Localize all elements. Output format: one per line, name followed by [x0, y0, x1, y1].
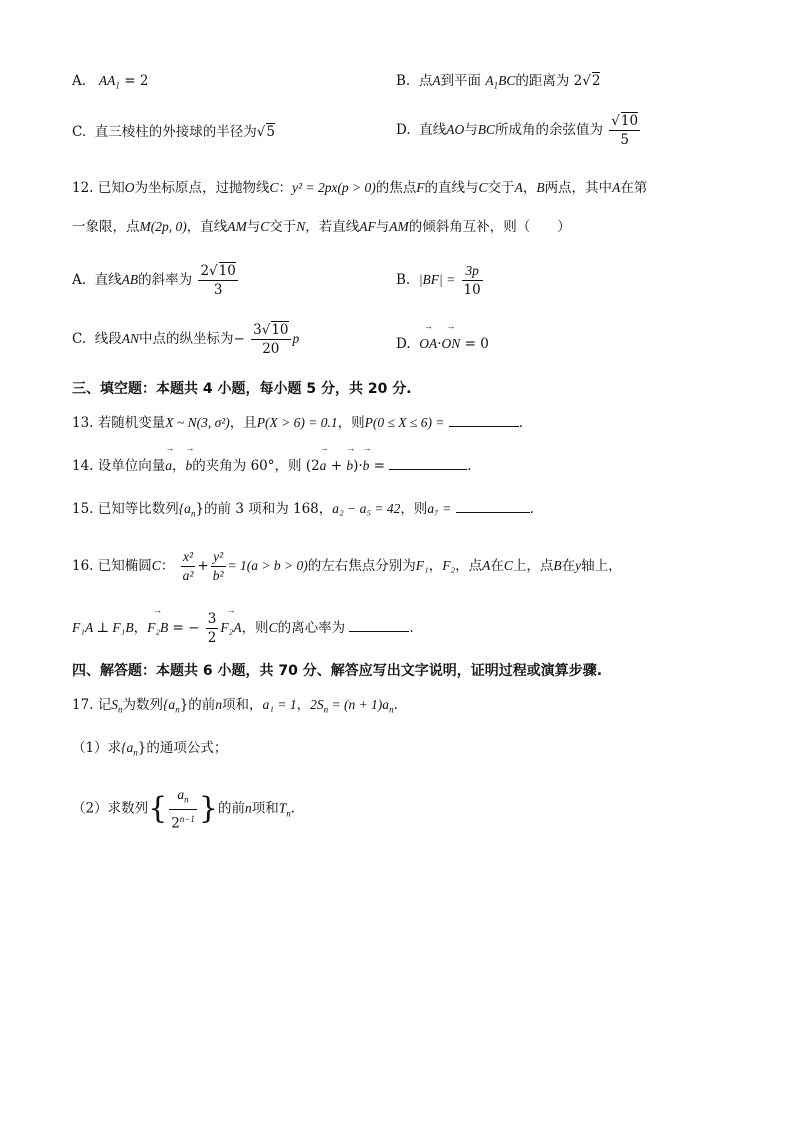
text-q12-l1-13: B: [536, 180, 545, 195]
math-fraction: [462, 262, 483, 299]
text-q17-p2-T: T: [278, 800, 287, 816]
text-q16-l1-a2: a²: [182, 568, 194, 583]
text-q14-a: → a: [320, 455, 327, 477]
text-q16-l1-plus: +: [197, 558, 209, 574]
text-q17-p1-t1: 求: [107, 740, 122, 756]
text-q16-l1-C: C: [151, 558, 161, 573]
text-q17-l1-n: n: [184, 794, 189, 805]
q11-option-c: C. 直三棱柱的外接球的半径为√5: [72, 124, 275, 140]
text-q13-end: .: [518, 415, 524, 431]
text-q17-l1-an: {a: [163, 697, 176, 712]
text-q12-l2-5: C: [260, 219, 270, 234]
text-q16-l1-y: y: [575, 558, 582, 573]
text-q14-sep: ，: [172, 458, 186, 474]
math-fraction: 3√10: [253, 322, 289, 338]
text-q16-l2-end: .: [409, 620, 414, 636]
text-q16-l1-eq: = 1(a > b > 0): [227, 558, 308, 573]
text-q12-B-den: 10: [463, 282, 481, 298]
text-q17-l1-n: n: [118, 704, 123, 715]
text-q11-D-BC: BC: [477, 122, 495, 137]
text-q12-l2-12: 的倾斜角互补，则（ ）: [408, 219, 571, 235]
text-q15-end: .: [529, 501, 534, 517]
text-q16-l1-t5: 上，点: [512, 558, 554, 574]
text-q15-an: {a: [178, 501, 191, 516]
text-q11-D-t3: 所成角的余弦值为: [495, 122, 603, 138]
text-q11-B-label: B.: [396, 73, 411, 89]
text-q12-l2-0: 一象限，点: [72, 219, 140, 235]
text-q12-D-rest: = 0: [460, 336, 489, 352]
q13: [72, 412, 523, 434]
text-q17-p2-t2: 的前: [217, 800, 245, 817]
math-fraction: [169, 786, 197, 810]
text-q17-l1-sep: ，: [296, 697, 311, 713]
text-q17-l1-end: .: [393, 697, 398, 713]
q12-line-1: [72, 177, 647, 199]
text-q14-e2: +: [326, 458, 347, 474]
text-q11-D-num: 10: [620, 113, 639, 129]
text-q11-A-sub: 1: [115, 80, 120, 91]
text-q15-e: a₂ − a₅ = 42: [332, 501, 401, 516]
text-q11-A-expr: AA: [98, 73, 116, 88]
brace-symbol: }: [198, 791, 218, 827]
text-q17-l1-t1: 记: [97, 697, 112, 713]
text-q13-t2: ，且: [229, 415, 257, 431]
text-q12-A-t2: 的斜率为: [138, 272, 193, 288]
text-q14-e4: =: [369, 458, 385, 474]
text-q17-l1-close: }: [179, 697, 189, 713]
text-q17-p2-den: 2: [171, 815, 180, 832]
text-q17-l1-t4: 项和，: [222, 697, 263, 713]
text-q16-l1-A: A: [482, 558, 491, 573]
text-q12-l2-11: AM: [389, 219, 409, 234]
text-q12-l2-1: M(2p, 0): [139, 219, 187, 234]
q11-option-a: [72, 70, 148, 97]
text-q12-l1-7: F: [416, 180, 425, 195]
text-q11-C-t1: 直三棱柱的外接球的半径为: [94, 124, 257, 140]
text-q16-l1-t6: 在: [561, 558, 576, 574]
text-q17-p2-num: a: [177, 787, 185, 802]
text-q11-B-t3: 的距离为: [515, 73, 570, 89]
text-q16-l1-t3: ，点: [455, 558, 483, 574]
text-q15-n: n: [190, 508, 196, 519]
text-q11-C-label: C.: [72, 124, 87, 140]
text-q16-l1-F2: F₂: [442, 558, 456, 573]
text-q11-B-A1: A: [485, 73, 494, 88]
text-q12-l1-1: O: [124, 180, 135, 195]
text-q12-C-sign: −: [233, 331, 245, 347]
text-q12-l2-3: AM: [227, 219, 247, 234]
math-fraction: [181, 548, 196, 585]
text-q12-l1-6: 的焦点: [375, 180, 417, 196]
text-q14-t1: 设单位向量: [97, 458, 166, 474]
text-q16-l1-colon: ：: [160, 558, 175, 574]
text-q17-p2-n: n: [244, 800, 252, 816]
text-q12-A-t1: 直线: [94, 272, 122, 288]
text-q12-B-expr: |BF| =: [418, 272, 456, 287]
text-q12-l2-4: 与: [246, 219, 261, 235]
text-q16-l2-t1: ，则: [241, 620, 269, 636]
text-q12-l1-9: C: [478, 180, 488, 195]
q17-part-1: [72, 737, 227, 764]
text-q17-l1-n: n: [133, 747, 138, 758]
text-q12-C-t2: 中点的纵坐标为: [139, 331, 234, 347]
q11-option-b: B. 点A到平面 $A_1BC$的距离为 2√2: [396, 73, 601, 91]
text-q13-P1: P(X > 6) = 0.1: [256, 415, 338, 430]
text-q17-p2-t1: 求数列: [107, 800, 149, 817]
text-q12-C-rad: 10: [271, 322, 289, 338]
text-q12-C-den: 20: [262, 341, 280, 357]
text-q16-l1-t7: 轴上，: [581, 558, 622, 574]
text-q16-l2-C: C: [268, 620, 278, 635]
text-q17-p2-end: .: [290, 800, 296, 817]
text-q12-D-OA: → OA: [419, 333, 437, 355]
text-q14-b: → b: [186, 455, 193, 477]
text-q16-l2-d2: 2: [207, 630, 217, 646]
text-q12-C-p: p: [292, 331, 300, 346]
text-q12-l1-15: A: [612, 180, 621, 195]
q14: [72, 455, 472, 477]
text-q16-l2-F2A: → F₂A: [220, 617, 241, 639]
text-q16-l2-F1A: F₁A ⊥ F₁B: [72, 620, 134, 635]
text-q12-l2-6: 交于: [269, 219, 297, 235]
math-fraction: √10: [611, 113, 639, 129]
text-q12-C-t1: 线段: [94, 331, 122, 347]
section-3-heading: 三、填空题：本题共 4 小题，每小题 5 分，共 20 分.: [72, 381, 412, 397]
text-q13-num: 13.: [72, 415, 94, 431]
text-q12-A-AB: AB: [121, 272, 139, 287]
q12-option-a: [72, 262, 240, 299]
text-q12-l1-14: 两点，其中: [544, 180, 613, 196]
text-q17-p1-close: }: [137, 740, 147, 756]
text-q11-B-A: A: [432, 73, 441, 88]
text-q17-p2-label: （2）: [72, 800, 108, 817]
text-q11-D-label: D.: [396, 122, 411, 138]
text-q12-C-AN: AN: [121, 331, 139, 346]
text-q16-l1-t1: 已知椭圆: [97, 558, 152, 574]
text-q14-b: → b: [363, 455, 370, 477]
text-q16-l2-sep: ，: [133, 620, 148, 636]
text-q16-l1-t2: 的左右焦点分别为: [307, 558, 416, 574]
text-q11-B-t1: 点: [418, 73, 433, 89]
text-q11-B-rad: 2: [591, 73, 601, 89]
text-q12-l2-8: ，若直线: [305, 219, 360, 235]
text-q12-B-label: B.: [396, 272, 411, 288]
text-q16-l2-t2: 的离心率为: [277, 620, 346, 636]
section-4-heading: 四、解答题：本题共 6 小题，共 70 分、解答应写出文字说明，证明过程或演算步骤.: [72, 663, 603, 679]
text-q16-l1-x2: x²: [181, 548, 196, 567]
text-q12-l1-12: ，: [522, 180, 537, 196]
text-q13-X1: X ~ N(3, σ²): [165, 415, 230, 430]
q16-line-2: [72, 610, 414, 647]
text-q12-l1-0: 已知: [97, 180, 125, 196]
math-fraction: [198, 262, 237, 299]
text-q16-l1-sep: ，: [428, 558, 443, 574]
text-q12-l2-9: AF: [359, 219, 376, 234]
q17-part-2: [72, 786, 295, 832]
text-q11-D-t2: 与: [464, 122, 478, 138]
math-fraction: [609, 112, 640, 149]
text-q12-l1-2: 为坐标原点，过抛物线: [134, 180, 270, 196]
text-q14-e3: )·: [353, 458, 363, 474]
text-q17-p1-t2: 的通项公式；: [146, 740, 228, 756]
math-fraction: [206, 610, 219, 647]
math-fraction: 2√10: [200, 263, 236, 279]
text-q11-D-den: 5: [620, 132, 629, 148]
text-q16-l1-C2: C: [503, 558, 513, 573]
q12-option-d: [396, 333, 489, 355]
text-q11-C-rad: 5: [266, 124, 275, 140]
q17-stem: [72, 694, 398, 721]
text-q12-l2-2: ，直线: [186, 219, 228, 235]
text-q11-D-t1: 直线: [419, 122, 447, 138]
text-q17-l1-n: n: [389, 704, 394, 715]
text-q16-l1-b2: b²: [212, 568, 224, 583]
q16-answer-blank[interactable]: [349, 617, 409, 632]
text-q13-t3: ，则: [337, 415, 365, 431]
text-q12-C-label: C.: [72, 331, 87, 347]
text-q14-b: → b: [346, 455, 353, 477]
text-q15-close: }: [195, 501, 205, 517]
text-q14-a: → a: [165, 455, 172, 477]
q13-answer-blank[interactable]: [449, 412, 519, 427]
text-q12-l1-5: y² = 2px(p > 0): [292, 180, 376, 195]
text-q15-num: 15.: [72, 501, 94, 517]
text-q11-B-coef: 2: [573, 73, 583, 89]
text-q12-l2-7: N: [296, 219, 306, 234]
text-q17-l1-e2: = (n + 1)a: [328, 697, 390, 712]
text-q14-e1: (2: [305, 458, 320, 474]
text-q12-l1-11: A: [514, 180, 523, 195]
text-q16-l2-n3: 3: [207, 611, 217, 627]
text-q17-l1-n: n: [175, 704, 180, 715]
text-q16-l1-y2: y²: [211, 548, 226, 567]
text-q12-D-dot: ·: [437, 336, 442, 352]
text-q11-B-sub: 1: [493, 80, 499, 91]
text-q12-l1-8: 的直线与: [424, 180, 479, 196]
q15-answer-blank[interactable]: [456, 498, 530, 513]
math-fraction: [169, 786, 197, 832]
text-q11-B-BC: BC: [498, 73, 516, 88]
text-q15-t3: ，则: [400, 501, 428, 517]
text-q12-D-label: D.: [396, 336, 411, 352]
text-q12-l1-3: C: [269, 180, 279, 195]
text-q15-t1: 已知等比数列: [97, 501, 179, 517]
text-q16-l2-F2B: → F₂B: [147, 617, 168, 639]
text-q17-l1-t2: 为数列: [122, 697, 164, 713]
text-q12-B-num: 3p: [462, 262, 483, 281]
text-q12-num: 12.: [72, 180, 94, 196]
text-q15-a7: a₇ =: [427, 501, 452, 516]
text-q14-end: .: [467, 458, 472, 474]
text-q11-A-label: A.: [72, 73, 87, 89]
text-q13-t1: 若随机变量: [97, 415, 166, 431]
text-q16-num: 16.: [72, 558, 94, 574]
q16-line-1: [72, 548, 622, 585]
text-q15-t2: 的前 3 项和为 168，: [204, 501, 333, 517]
text-q12-l2-10: 与: [375, 219, 390, 235]
text-q17-l1-a1: a₁ = 1: [262, 697, 297, 712]
text-q12-A-label: A.: [72, 272, 87, 288]
text-q12-C-num: 3: [253, 322, 262, 338]
q12-line-2: [72, 216, 571, 238]
math-fraction: [169, 810, 197, 833]
text-q14-t2: 的夹角为 60°，则: [192, 458, 302, 474]
math-fraction: [251, 321, 290, 358]
q14-answer-blank[interactable]: [389, 455, 467, 470]
text-q16-l1-F1: F₁: [415, 558, 429, 573]
text-q12-A-num: 2: [200, 263, 210, 279]
brace-symbol: {: [148, 791, 168, 827]
text-q11-B-t2: 到平面: [440, 73, 482, 89]
text-q11-A-rest: = 2: [119, 73, 149, 89]
text-q17-p2-t3: 项和: [251, 800, 279, 817]
q12-option-b: [396, 262, 485, 299]
text-q12-l1-16: 在第: [620, 180, 648, 196]
q12-option-c: [72, 321, 299, 358]
text-q17-p2-exp: n−1: [179, 813, 195, 824]
text-q17-l1-n: n: [323, 704, 329, 715]
text-q12-D-ON: → ON: [442, 333, 461, 355]
text-q12-A-rad: 10: [218, 263, 236, 279]
text-q12-l1-4: ：: [278, 180, 293, 196]
text-q14-num: 14.: [72, 458, 94, 474]
text-q17-p1-label: （1）: [72, 740, 108, 756]
text-q13-P2: P(0 ≤ X ≤ 6) =: [364, 415, 445, 430]
text-q17-num: 17.: [72, 697, 94, 713]
text-q17-l1-t3: 的前: [188, 697, 216, 713]
text-q17-l1-nn: n: [215, 697, 223, 712]
text-q16-l1-t4: 在: [490, 558, 504, 574]
text-q12-A-den: 3: [213, 282, 223, 298]
q11-option-d: [396, 112, 642, 149]
text-q12-l1-10: 交于: [487, 180, 515, 196]
text-q17-l1-n: n: [286, 808, 291, 819]
text-q17-l1-e: 2S: [310, 697, 324, 712]
text-q16-l2-eq: = −: [168, 620, 200, 636]
text-q11-D-AO: AO: [446, 122, 465, 137]
text-q17-p1-an: {a: [121, 740, 134, 755]
math-fraction: [211, 548, 226, 585]
q15: [72, 498, 534, 525]
text-q17-l1-Sn: S: [111, 697, 119, 712]
text-q16-l1-B: B: [553, 558, 562, 573]
